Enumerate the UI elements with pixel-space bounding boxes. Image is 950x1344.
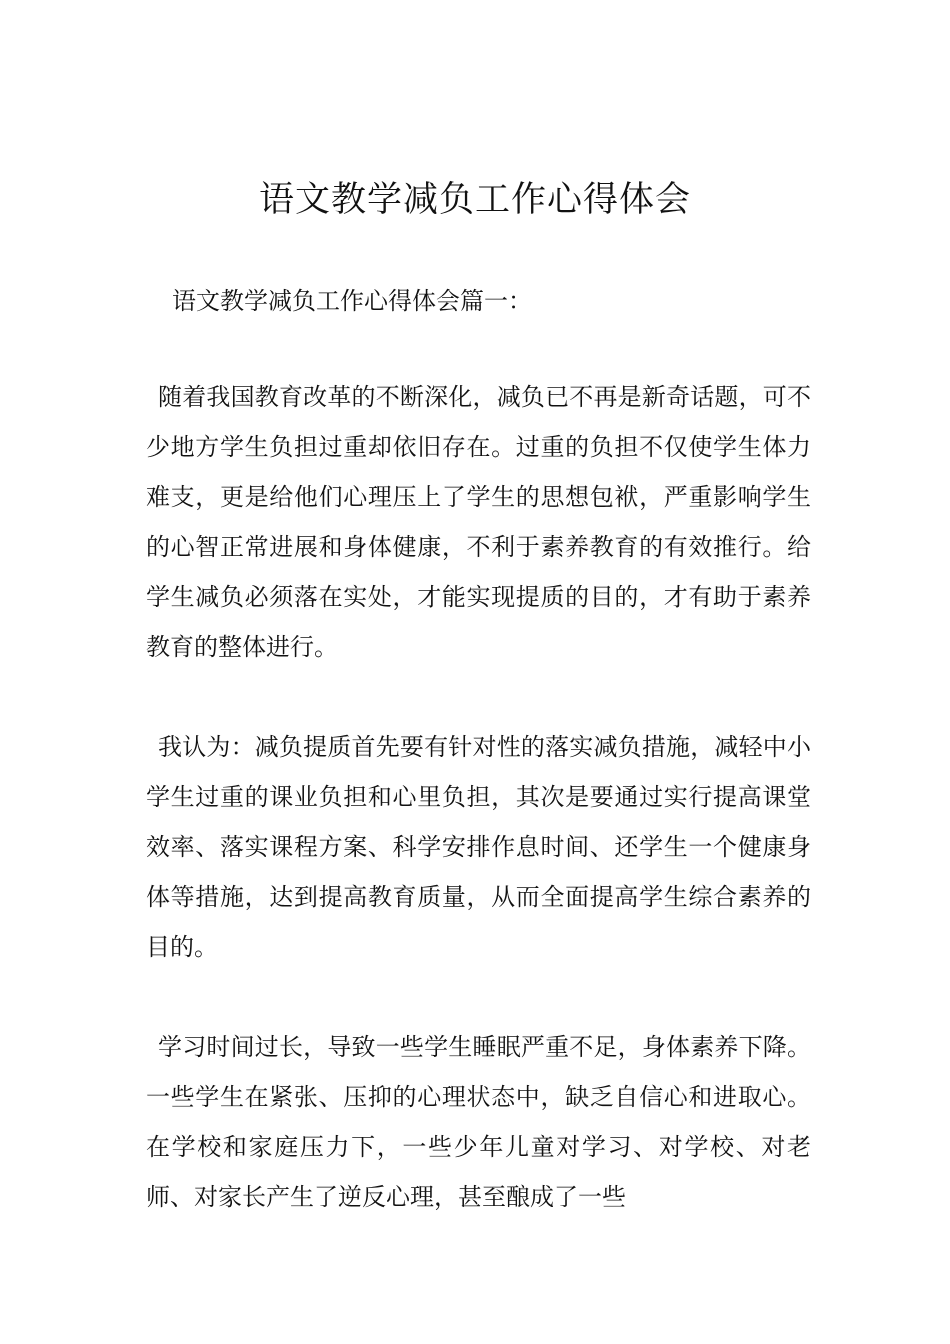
document-title: 语文教学减负工作心得体会 <box>258 180 691 220</box>
paragraph-1: 随着我国教育改革的不断深化，减负已不再是新奇话题，可不少地方学生负担过重却依旧存在。过重的负担不仅使学生体力难支，更是给他们心理压上了学生的思想包袱，严重影响学生的心智正常进展和身体健康，不利于素养教育的有效推行。给学生减负必须落在实处，才能实现提质的目的，才有助于素养教育的整体进行。 <box>146 383 811 661</box>
section-heading: 语文教学减负工作心得体会篇一： <box>172 287 532 315</box>
paragraph-3: 学习时间过长，导致一些学生睡眠严重不足，身体素养下降。一些学生在紧张、压抑的心理状态中，缺乏自信心和进取心。在学校和家庭压力下，一些少年儿童对学习、对学校、对老师、对家长产生了逆反心理，甚至酿成了一些 <box>146 1033 811 1211</box>
paragraph-2: 我认为：减负提质首先要有针对性的落实减负措施，减轻中小学生过重的课业负担和心里负担，其次是要通过实行提高课堂效率、落实课程方案、科学安排作息时间、还学生一个健康身体等措施，达到提高教育质量，从而全面提高学生综合素养的目的。 <box>146 733 811 961</box>
